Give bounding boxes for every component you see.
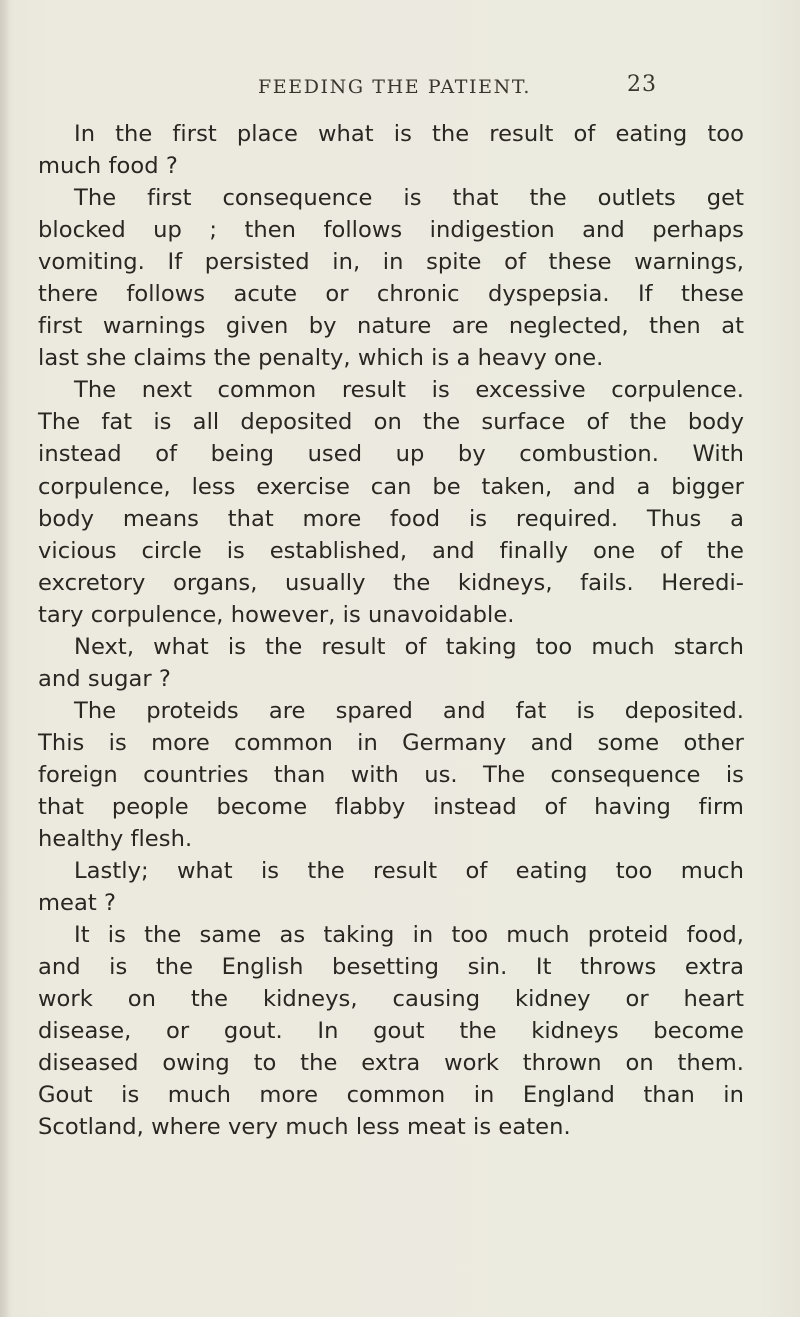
text-line: there follows acute or chronic dyspepsia. If these [38, 281, 744, 308]
text-line: diseased owing to the extra work thrown on them. [38, 1050, 744, 1077]
body-text [38, 118, 744, 1144]
text-line: This is more common in Germany and some other [38, 729, 744, 756]
text-line: Next, what is the result of taking too much starch [74, 633, 744, 660]
text-line: work on the kidneys, causing kidney or heart [38, 986, 744, 1013]
text-line: and sugar ? [38, 665, 171, 692]
text-line: first warnings given by nature are neglected, then at [38, 313, 744, 340]
text-line: last she claims the penalty, which is a heavy one. [38, 345, 604, 372]
text-line: tary corpulence, however, is unavoidable. [38, 601, 515, 628]
text-line: It is the same as taking in too much proteid food, [74, 922, 744, 949]
text-line: meat ? [38, 890, 117, 917]
text-line: healthy flesh. [38, 826, 193, 853]
text-line: that people become flabby instead of having firm [38, 793, 744, 820]
text-line: The fat is all deposited on the surface of the body [38, 409, 744, 436]
text-line: much food ? [38, 153, 178, 180]
page-number: 23 [627, 72, 657, 97]
text-line: excretory organs, usually the kidneys, fails. Heredi- [38, 569, 744, 596]
text-line: blocked up ; then follows indigestion and perhaps [38, 217, 744, 244]
text-line: The first consequence is that the outlets get [74, 185, 744, 212]
text-line: instead of being used up by combustion. With [38, 441, 744, 468]
text-line: disease, or gout. In gout the kidneys become [38, 1018, 744, 1045]
text-line: Scotland, where very much less meat is eaten. [38, 1114, 571, 1141]
text-line: Gout is much more common in England than in [38, 1082, 744, 1109]
text-line: and is the English besetting sin. It throws extra [38, 954, 744, 981]
text-line: corpulence, less exercise can be taken, and a bigger [38, 473, 744, 500]
text-line: foreign countries than with us. The consequence is [38, 761, 744, 788]
text-line: In the first place what is the result of eating too [74, 121, 744, 147]
text-line: vicious circle is established, and finally one of the [38, 537, 744, 564]
text-line: The proteids are spared and fat is deposited. [74, 697, 744, 724]
text-line: The next common result is excessive corpulence. [74, 377, 744, 404]
text-line: body means that more food is required. Thus a [38, 505, 744, 532]
running-head: FEEDING THE PATIENT. [258, 76, 531, 98]
text-line: vomiting. If persisted in, in spite of these warnings, [38, 249, 744, 276]
text-line: Lastly; what is the result of eating too much [74, 858, 744, 885]
page-gutter [0, 0, 10, 1317]
